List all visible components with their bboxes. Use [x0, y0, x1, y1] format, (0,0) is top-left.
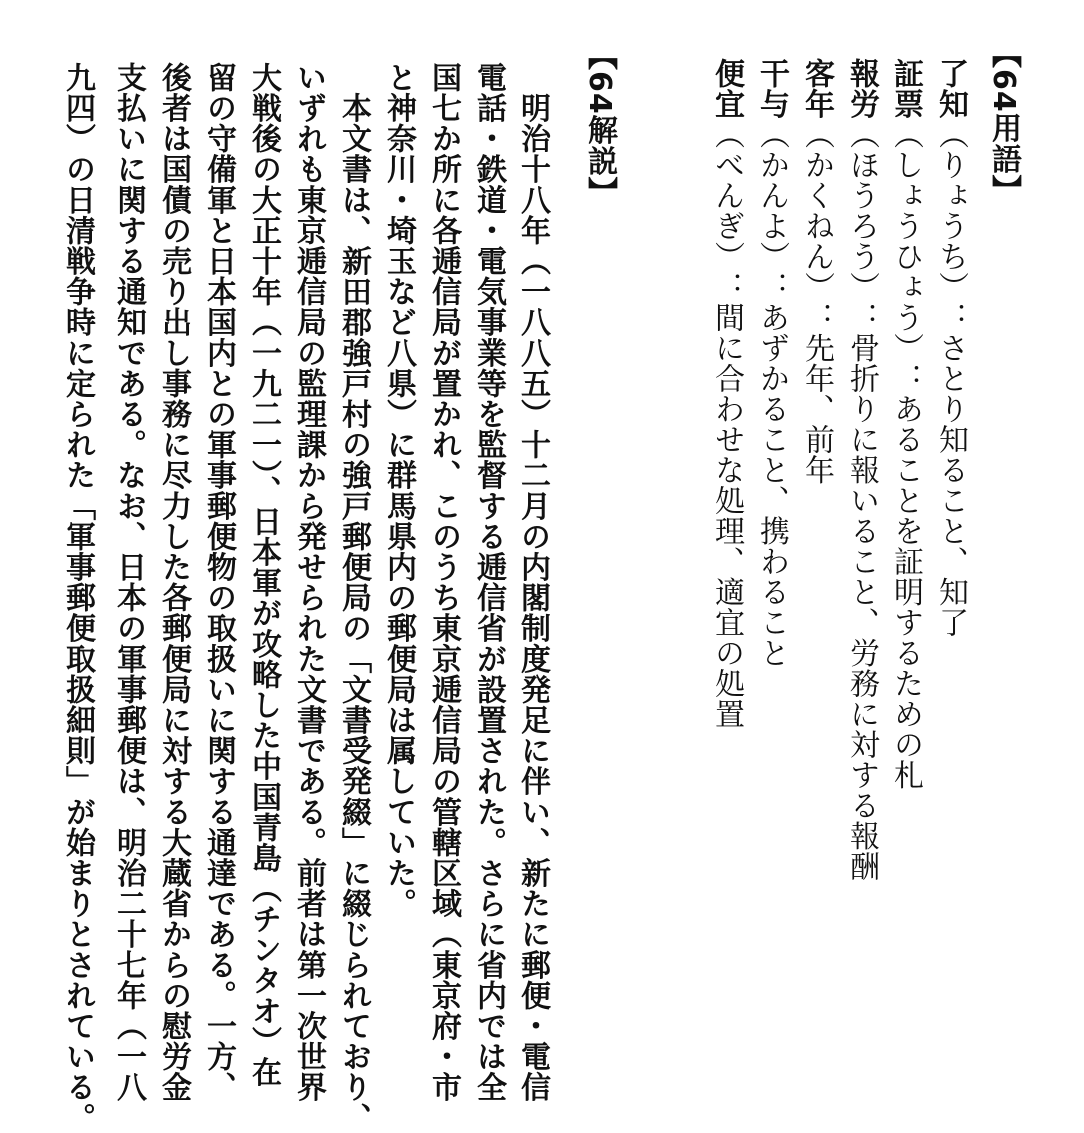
glossary-term: 証票: [888, 58, 923, 119]
glossary-definition: （べんぎ）：間に合わせな処理、適宜の処置: [709, 119, 744, 729]
glossary-term: 了知: [933, 58, 968, 119]
explanation-line: 留の守備軍と日本国内との軍事郵便物の取扱いに関する通達である。一方、: [201, 62, 236, 1103]
glossary-term: 客年: [799, 58, 834, 119]
explanation-heading: 【64解説】: [582, 40, 617, 208]
glossary-entry: [754, 58, 789, 668]
glossary-definition: （しょうひょう）：あることを証明するための札: [888, 119, 923, 790]
glossary-definition: （かんよ）：あずかること、携わること: [754, 119, 789, 668]
explanation-line: 九四）の日清戦争時に定られた「軍事郵便取扱細則」が始まりとされている。: [60, 62, 95, 1133]
explanation-line: と神奈川・埼玉など八県）に群馬県内の郵便局は属していた。: [381, 62, 416, 919]
explanation-line: 大戦後の大正十年（一九二一）、日本軍が攻略した中国青島（チンタオ）在: [246, 62, 281, 1088]
glossary-heading: 【64用語】: [986, 38, 1021, 206]
glossary-definition: （ほうろう）：骨折りに報いること、労務に対する報酬: [844, 119, 879, 882]
glossary-term: 干与: [754, 58, 789, 119]
explanation-line: いずれも東京逓信局の監理課から発せられた文書である。前者は第一次世界: [291, 62, 326, 1103]
glossary-term: 便宜: [709, 58, 744, 119]
glossary-definition: （かくねん）：先年、前年: [799, 119, 834, 485]
glossary-entry: [933, 58, 968, 638]
explanation-line: 本文書は、新田郡強戸村の強戸郵便局の「文書受発綴」に綴じられており、: [336, 62, 371, 1133]
explanation-line: 後者は国債の売り出し事務に尽力した各郵便局に対する大蔵省からの慰労金: [156, 62, 191, 1103]
glossary-definition: （りょうち）：さとり知ること、知了: [933, 119, 968, 638]
glossary-term: 報労: [844, 58, 879, 119]
explanation-line: 明治十八年（一八八五）十二月の内閣制度発足に伴い、新たに郵便・電信: [515, 62, 550, 1103]
glossary-entry: [844, 58, 879, 882]
explanation-line: 支払いに関する通知である。なお、日本の軍事郵便は、明治二十七年（一八: [111, 62, 146, 1103]
glossary-entry: [799, 58, 834, 485]
glossary-entry: [888, 58, 923, 790]
explanation-line: 電話・鉄道・電気事業等を監督する逓信省が設置された。さらに省内では全: [471, 62, 506, 1103]
explanation-line: 国七か所に各逓信局が置かれ、このうち東京逓信局の管轄区域（東京府・市: [426, 62, 461, 1103]
glossary-entry: [709, 58, 744, 729]
